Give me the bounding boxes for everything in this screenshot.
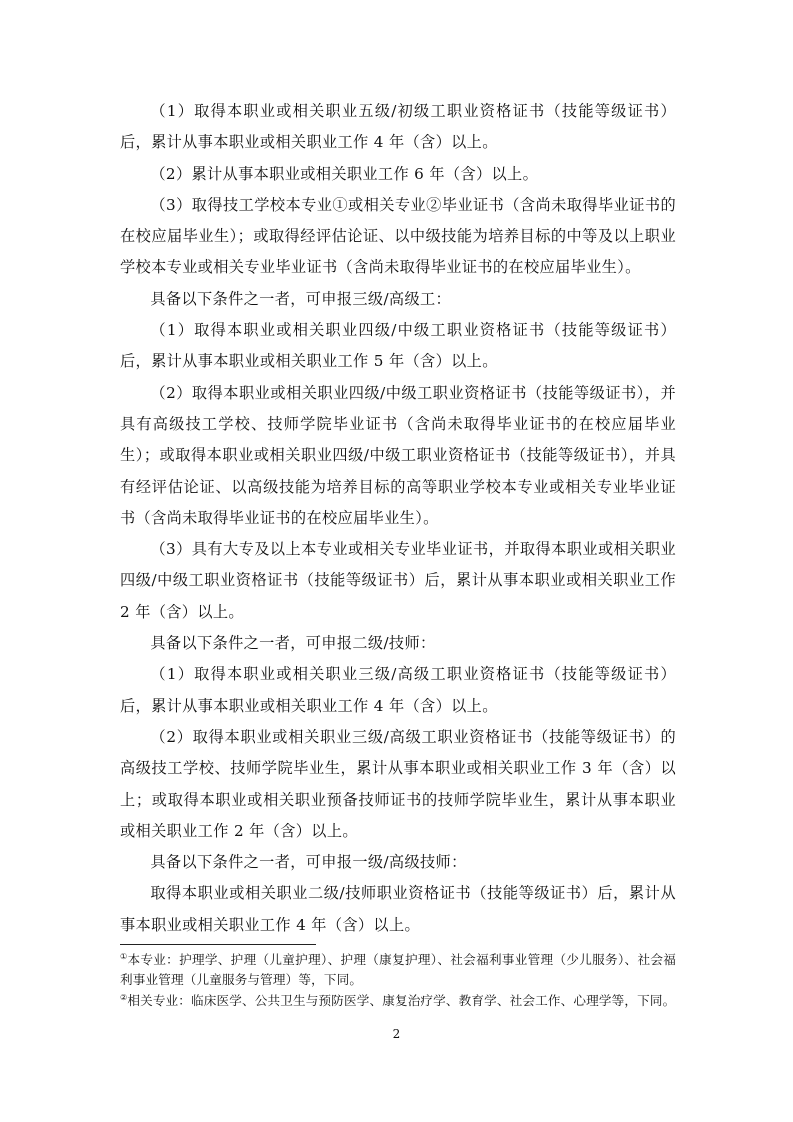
section-heading: 具备以下条件之一者，可申报二级/技师： (150, 634, 436, 653)
footnote-mark: ② (120, 992, 128, 1002)
section-heading: 具备以下条件之一者，可申报三级/高级工： (150, 289, 452, 308)
paragraph: （2）累计从事本职业或相关职业工作 6 年（含）以上。 (150, 164, 539, 183)
paragraph: 取得本职业或相关职业二级/技师职业资格证书（技能等级证书）后，累计从事本职业或相关职业工作 4 年（含）以上。 (120, 884, 676, 934)
footnotes (120, 950, 676, 1011)
paragraph: （2）取得本职业或相关职业四级/中级工职业资格证书（技能等级证书），并具有高级技工学校、技师学院毕业证书（含尚未取得毕业证书的在校应届毕业生）；或取得本职业或相关职业四级/中级工职业资格证书（技能等级证书），并具有经评估论证、以高级技能为培养目标的高等职业学校本专业或相关专业毕业证书（含尚未取得毕业证书的在校应届毕业生）。 (120, 383, 676, 527)
paragraph: （1）取得本职业或相关职业五级/初级工职业资格证书（技能等级证书）后，累计从事本职业或相关职业工作 4 年（含）以上。 (120, 102, 676, 152)
footnote-2 (120, 991, 676, 1011)
page-number: 2 (392, 1027, 401, 1041)
footnote-text: 本专业：护理学、护理（儿童护理）、护理（康复护理）、社会福利事业管理（少儿服务）、社会福利事业管理（儿童服务与管理）等，下同。 (120, 952, 676, 987)
paragraph: （2）取得本职业或相关职业三级/高级工职业资格证书（技能等级证书）的高级技工学校、技师学院毕业生，累计从事本职业或相关职业工作 3 年（含）以上；或取得本职业或相关职业预备技师证书的技师学院毕业生，累计从事本职业或相关职业工作 2 年（含）以上。 (120, 727, 676, 840)
footnote-1 (120, 950, 676, 989)
footnote-separator (120, 944, 316, 945)
paragraph: （3）取得技工学校本专业①或相关专业②毕业证书（含尚未取得毕业证书的在校应届毕业生）；或取得经评估论证、以中级技能为培养目标的中等及以上职业学校本专业或相关专业毕业证书（含尚未取得毕业证书的在校应届毕业生）。 (120, 195, 676, 277)
document-body (120, 96, 676, 941)
paragraph: （1）取得本职业或相关职业三级/高级工职业资格证书（技能等级证书）后，累计从事本职业或相关职业工作 4 年（含）以上。 (120, 665, 676, 715)
paragraph: （3）具有大专及以上本专业或相关专业毕业证书，并取得本职业或相关职业四级/中级工职业资格证书（技能等级证书）后，累计从事本职业或相关职业工作 2 年（含）以上。 (120, 540, 676, 621)
section-heading: 具备以下条件之一者，可申报一级/高级技师： (150, 853, 467, 872)
footnote-text: 相关专业：临床医学、公共卫生与预防医学、康复治疗学、教育学、社会工作、心理学等，下同。 (127, 993, 676, 1008)
footnote-mark: ① (120, 951, 128, 961)
paragraph: （1）取得本职业或相关职业四级/中级工职业资格证书（技能等级证书）后，累计从事本职业或相关职业工作 5 年（含）以上。 (120, 321, 676, 371)
